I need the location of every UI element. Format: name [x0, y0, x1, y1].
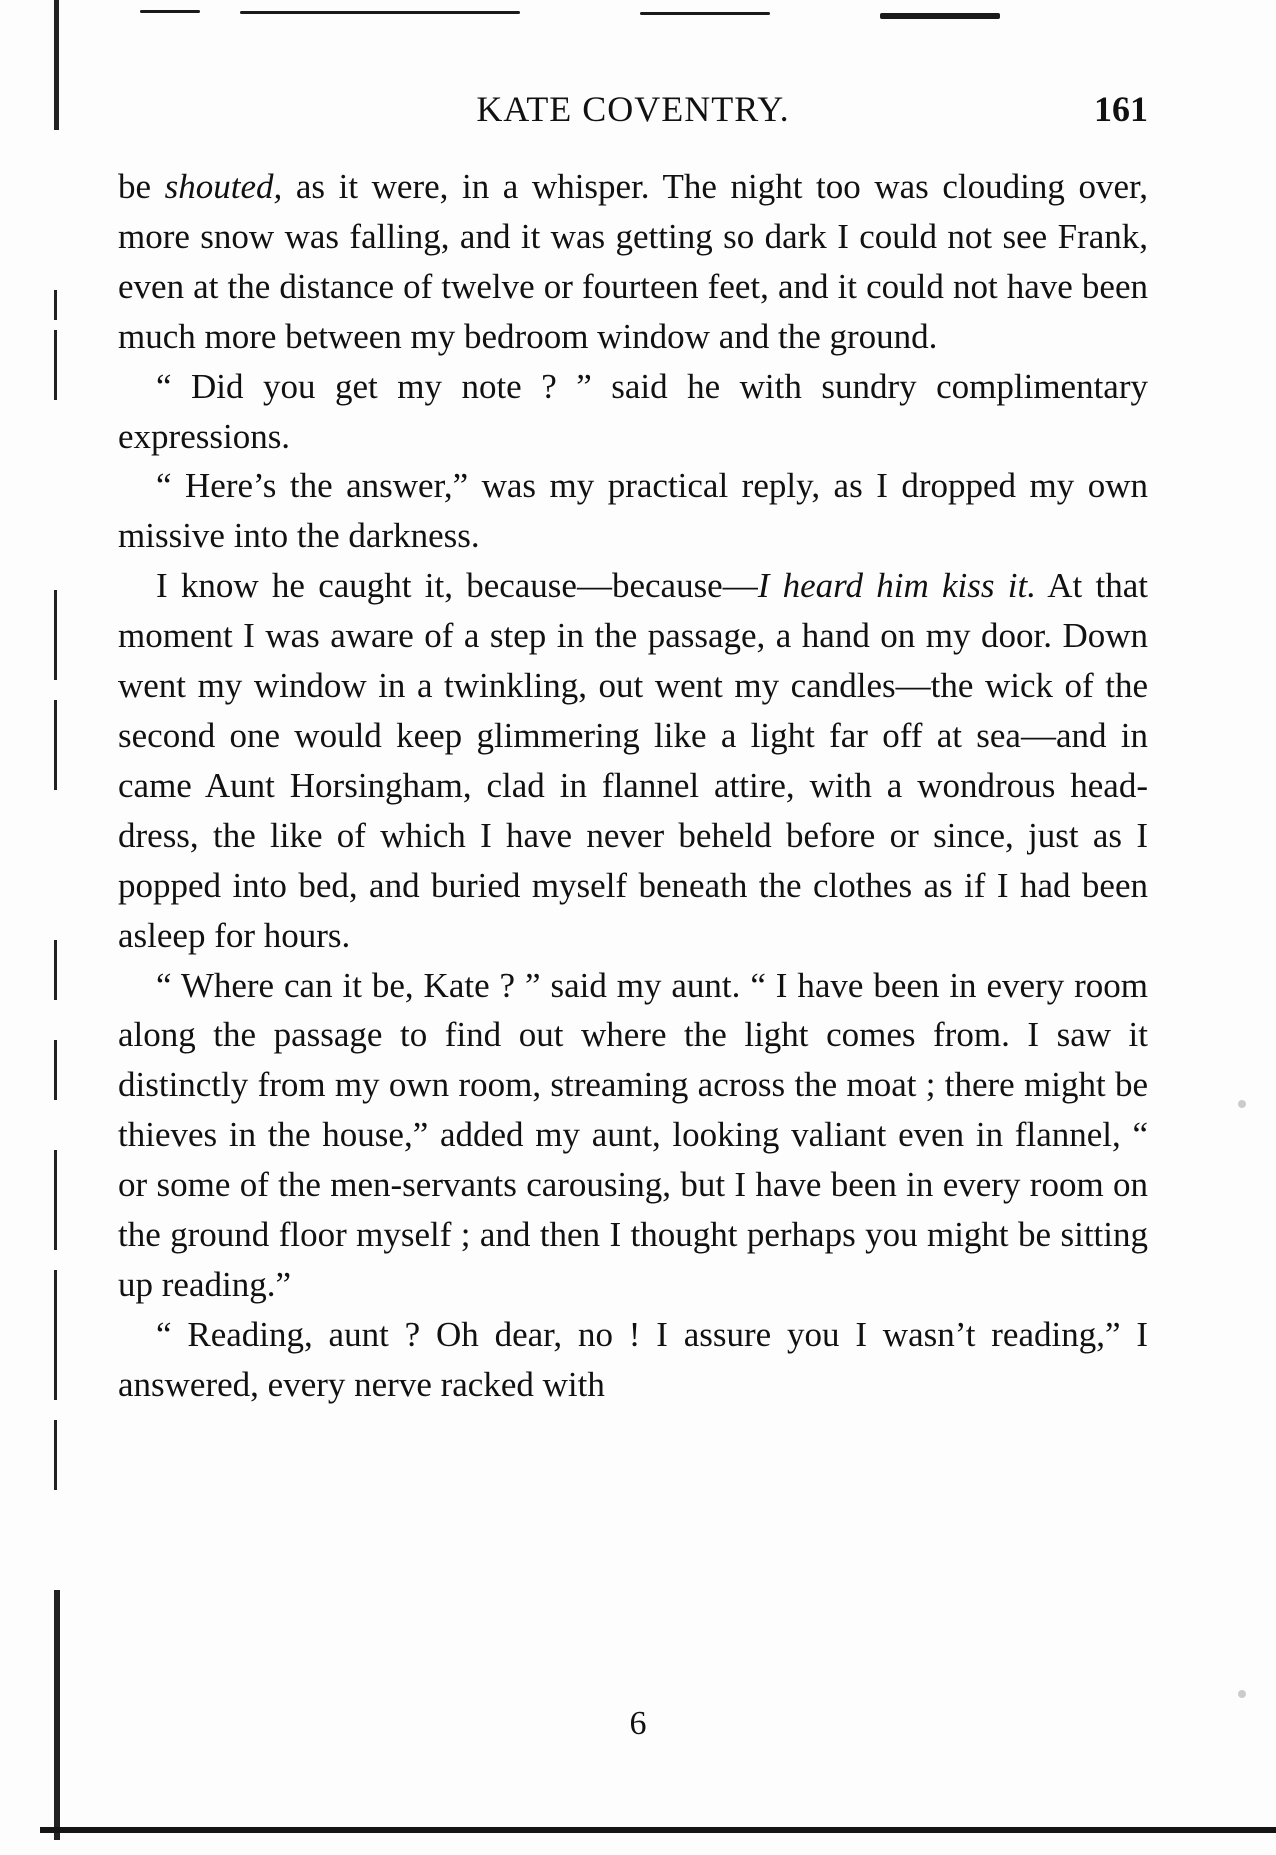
text-run: be: [118, 167, 165, 206]
paragraph: [118, 162, 1148, 362]
scan-top-edge: [50, 8, 1220, 18]
text-run: “ Here’s the answer,” was my practical reply, as I dropped my own missive into the darkness.: [118, 466, 1148, 556]
text-run: “ Where can it be, Kate ? ” said my aunt. “ I have been in every room along the passage to find out where the light comes from. I saw it distinctly from my own room, streaming across the moat ; there might be thieves in the house,” added my aunt, looking valiant even in flannel, “ or some of the men-servants carousing, but I have been in every room on the ground floor myself ; and then I thought perhaps you might be sitting up reading.”: [118, 965, 1148, 1304]
paragraph: [118, 561, 1148, 960]
scan-bottom-edge: [40, 1827, 1276, 1833]
text-run: “ Reading, aunt ? Oh dear, no ! I assure you I wasn’t reading,” I answered, every nerve racked with: [118, 1314, 1148, 1404]
paragraph: [118, 1310, 1148, 1410]
text-run: At that moment I was aware of a step in the passage, a hand on my door. Down went my window in a twinkling, out went my candles—the wick of the second one would keep glimmering like a light far off at sea—and in came Aunt Horsingham, clad in flannel attire, with a wondrous head-dress, the like of which I have never beheld before or since, just as I popped into bed, and buried myself beneath the clothes as if I had been asleep for hours.: [118, 566, 1149, 955]
text-run: I know he caught it, because—because—: [156, 566, 758, 606]
body-text: [118, 162, 1148, 1410]
running-title: KATE COVENTRY.: [476, 89, 790, 129]
page-number: 161: [1094, 89, 1148, 129]
scan-left-edge: [54, 0, 58, 1855]
italic-text: shouted,: [164, 167, 283, 206]
paragraph: [118, 362, 1148, 462]
scan-speck: [1238, 1100, 1246, 1108]
paragraph: [118, 961, 1148, 1310]
text-run: as it were, in a whisper. The night too was clouding over, more snow was falling, and it was getting so dark I could not see Frank, even at the distance of twelve or fourteen feet, and it could not have been much more between my bedroom window and the ground.: [118, 167, 1148, 356]
text-run: “ Did you get my note ? ” said he with sundry complimentary expressions.: [118, 366, 1148, 456]
paragraph: [118, 461, 1148, 561]
signature-mark: 6: [629, 1705, 647, 1742]
scan-speck: [1238, 1690, 1246, 1698]
running-header: [118, 88, 1148, 138]
italic-text: I heard him kiss it.: [757, 566, 1036, 606]
